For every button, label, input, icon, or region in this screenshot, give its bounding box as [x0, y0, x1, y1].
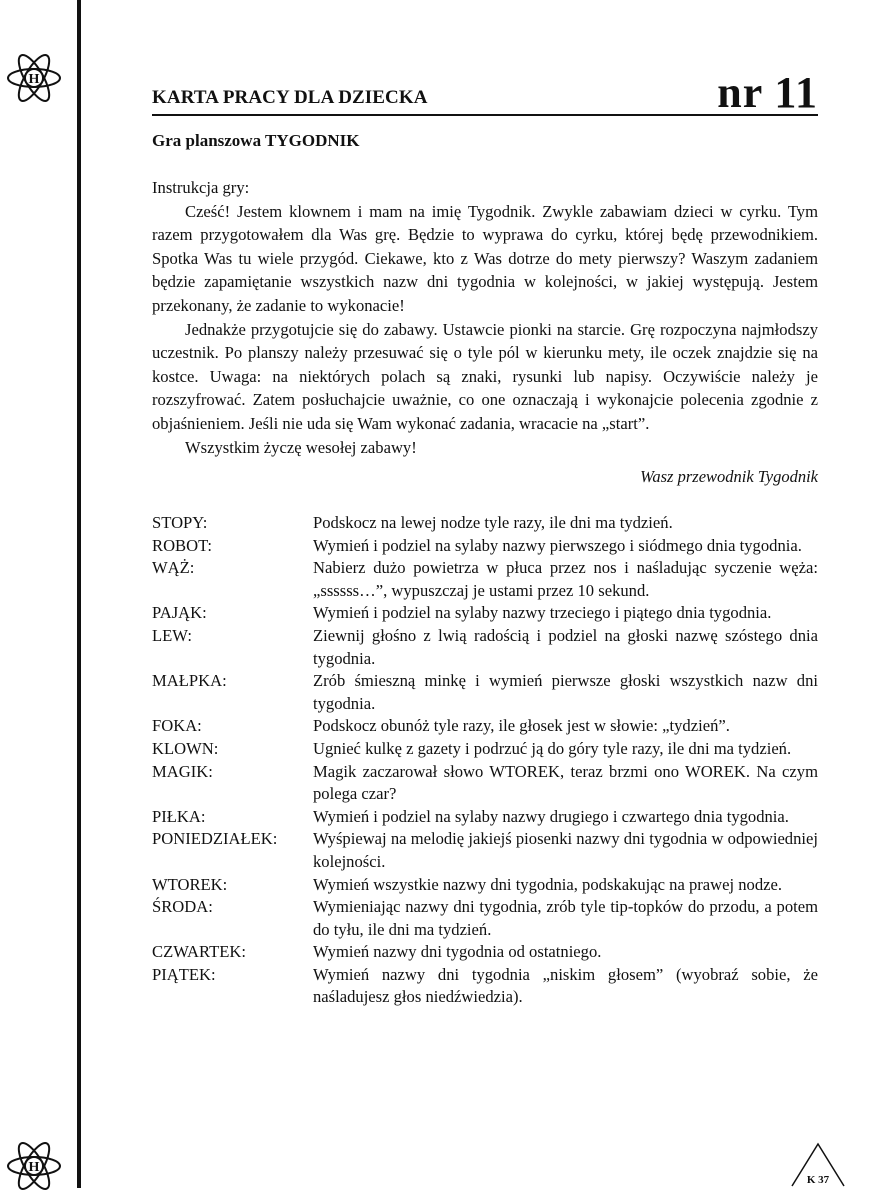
page-number: K 37	[806, 1174, 830, 1186]
task-text: Podskocz obunóż tyle razy, ile głosek jest w słowie: „tydzień”.	[313, 716, 730, 736]
instructions	[152, 176, 818, 459]
task-row	[152, 535, 818, 558]
task-text: Magik zaczarował słowo WTOREK, teraz brzmi ono WOREK. Na czym polega czar?	[313, 761, 818, 804]
task-list	[152, 512, 818, 1009]
task-text: Wymień i podziel na sylaby nazwy pierwszego i siódmego dnia tygodnia.	[313, 535, 802, 555]
task-text: Wymień nazwy dni tygodnia od ostatniego.	[313, 942, 602, 962]
task-label: WTOREK:	[152, 874, 228, 894]
instructions-paragraph: Jednakże przygotujcie się do zabawy. Ustawcie pionki na starcie. Grę rozpoczyna najmłodszy uczestnik. Po planszy należy przesuwać się o tyle pól w kierunku mety, ile oczek znajdzie się na kostce. Uwaga: na niektórych polach są znaki, rysunki lub napisy. Oczywiście należy je rozszyfrować. Zatem posłuchajcie uważnie, co one oznaczają i wykonajcie polecenia zgodnie z objaśnieniem. Jeśli nie uda się Wam wykonać zadania, wracacie na „start”.	[152, 319, 818, 433]
task-row	[152, 512, 818, 535]
task-label: PIĄTEK:	[152, 964, 216, 984]
task-text: Wymień i podziel na sylaby nazwy trzeciego i piątego dnia tygodnia.	[313, 603, 772, 623]
task-text: Wymień wszystkie nazwy dni tygodnia, podskakując na prawej nodze.	[313, 874, 783, 894]
atom-logo-icon	[5, 52, 63, 104]
page-header	[152, 62, 818, 116]
instructions-heading: Instrukcja gry:	[152, 178, 250, 197]
instructions-paragraph: Cześć! Jestem klownem i mam na imię Tygodnik. Zwykle zabawiam dzieci w cyrku. Tym razem przygotowałem dla Was grę. Będzie to wyprawa do cyrku, której będę przewodnikiem. Spotka Was tu wiele przygód. Ciekawe, kto z Was dotrze do mety pierwszy? Waszym zadaniem będzie zapamiętanie wszystkich nazw dni tygodnia w kolejności, w jakiej występują. Jestem przekonany, że zadanie to wykonacie!	[152, 201, 818, 315]
task-text: Ziewnij głośno z lwią radością i podziel na głoski nazwę szóstego dnia tygodnia.	[313, 625, 818, 668]
task-label: ROBOT:	[152, 535, 213, 555]
task-text: Podskocz na lewej nodze tyle razy, ile dni ma tydzień.	[313, 513, 673, 532]
task-label: MAŁPKA:	[152, 671, 227, 691]
task-row	[152, 670, 818, 715]
signature: Wasz przewodnik Tygodnik	[640, 467, 818, 486]
task-row	[152, 625, 818, 670]
task-text: Ugnieć kulkę z gazety i podrzuć ją do góry tyle razy, ile dni ma tydzień.	[313, 738, 792, 758]
task-label: PAJĄK:	[152, 603, 207, 623]
task-text: Wymień nazwy dni tygodnia „niskim głosem” (wyobraź sobie, że naśladujesz głos niedźwiedzia).	[313, 964, 818, 1007]
task-label: FOKA:	[152, 716, 202, 736]
instructions-paragraph: Wszystkim życzę wesołej zabawy!	[185, 437, 417, 457]
task-label: PONIEDZIAŁEK:	[152, 829, 278, 849]
task-label: MAGIK:	[152, 761, 213, 781]
task-label: ŚRODA:	[152, 897, 213, 917]
task-label: LEW:	[152, 625, 192, 645]
game-title: Gra planszowa TYGODNIK	[152, 131, 360, 150]
page-number-badge	[788, 1140, 848, 1190]
task-label: KLOWN:	[152, 738, 219, 758]
task-label: CZWARTEK:	[152, 942, 246, 962]
task-text: Zrób śmieszną minkę i wymień pierwsze głoski wszystkich nazw dni tygodnia.	[313, 671, 818, 713]
task-row	[152, 941, 818, 964]
task-label: WĄŻ:	[152, 558, 195, 578]
task-text: Nabierz dużo powietrza w płuca przez nos i naśladując syczenie węża: „ssssss…”, wypuszczaj je ustami przez 10 sekund.	[313, 558, 818, 600]
page-title: KARTA PRACY DLA DZIECKA	[152, 87, 428, 108]
task-row	[152, 557, 818, 602]
task-row	[152, 964, 818, 1009]
task-row	[152, 738, 818, 761]
task-label: PIŁKA:	[152, 806, 206, 826]
task-row	[152, 715, 818, 738]
task-label: STOPY:	[152, 513, 208, 532]
atom-logo-icon	[5, 1140, 63, 1192]
margin-rule	[77, 0, 81, 1188]
worksheet-number: nr 11	[717, 68, 818, 117]
task-text: Wyśpiewaj na melodię jakiejś piosenki nazwy dni tygodnia w odpowiedniej kolejności.	[313, 829, 818, 871]
task-row	[152, 874, 818, 897]
task-row	[152, 828, 818, 873]
task-text: Wymień i podziel na sylaby nazwy drugiego i czwartego dnia tygodnia.	[313, 806, 789, 826]
logo-letter: H	[28, 1160, 40, 1175]
task-row	[152, 806, 818, 829]
task-text: Wymieniając nazwy dni tygodnia, zrób tyle tip-topków do przodu, a potem do tyłu, ile dni ma tydzień.	[313, 897, 818, 939]
task-row	[152, 896, 818, 941]
task-row	[152, 602, 818, 625]
logo-letter: H	[28, 72, 40, 87]
task-row	[152, 761, 818, 806]
